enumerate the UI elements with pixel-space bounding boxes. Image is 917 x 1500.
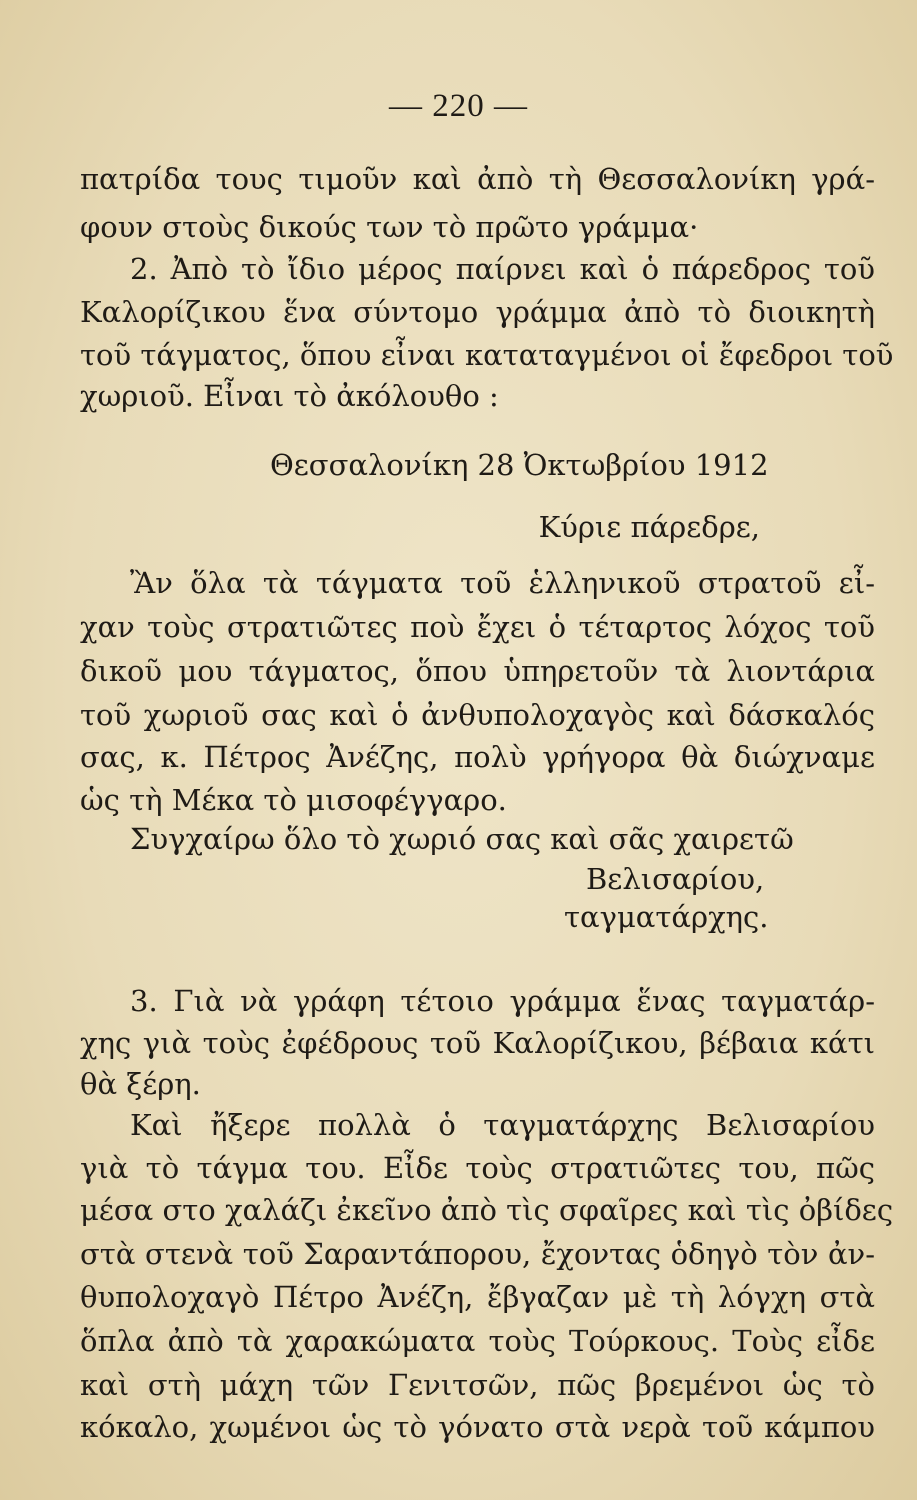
text-line: θυπολοχαγὸ Πέτρο Ἀνέζη, ἔβγαζαν μὲ τὴ λόγχη στὰ bbox=[80, 1280, 875, 1314]
text-line: φουν στοὺς δικούς των τὸ πρῶτο γράμμα· bbox=[80, 210, 699, 244]
letter-line: τοῦ χωριοῦ σας καὶ ὁ ἀνθυπολοχαγὸς καὶ δάσκαλός bbox=[80, 698, 875, 732]
letter-signature-name: Βελισαρίου, bbox=[586, 862, 765, 896]
text-line: 3. Γιὰ νὰ γράφη τέτοιο γράμμα ἕνας ταγματάρ- bbox=[130, 984, 875, 1018]
letter-line: Ἂν ὅλα τὰ τάγματα τοῦ ἑλληνικοῦ στρατοῦ εἶ- bbox=[130, 566, 875, 600]
text-line: τοῦ τάγματος, ὅπου εἶναι καταταγμένοι οἱ ἔφεδροι τοῦ bbox=[80, 338, 894, 372]
letter-line: ὡς τὴ Μέκα τὸ μισοφέγγαρο. bbox=[80, 783, 507, 817]
text-line: μέσα στο χαλάζι ἐκεῖνο ἀπὸ τὶς σφαῖρες καὶ τὶς ὀβίδες bbox=[80, 1193, 894, 1227]
text-line: καὶ στὴ μάχη τῶν Γενιτσῶν, πῶς βρεμένοι ὡς τὸ bbox=[80, 1368, 875, 1402]
letter-line: σας, κ. Πέτρος Ἀνέζης, πολὺ γρήγορα θὰ διώχναμε bbox=[80, 740, 875, 774]
text-line: ὅπλα ἀπὸ τὰ χαρακώματα τοὺς Τούρκους. Τοὺς εἶδε bbox=[80, 1324, 875, 1358]
letter-line: δικοῦ μου τάγματος, ὅπου ὑπηρετοῦν τὰ λιοντάρια bbox=[80, 654, 875, 688]
text-line: χωριοῦ. Εἶναι τὸ ἀκόλουθο : bbox=[80, 379, 499, 413]
text-line: χης γιὰ τοὺς ἐφέδρους τοῦ Καλορίζικου, βέβαια κάτι bbox=[80, 1026, 875, 1060]
text-line: κόκαλο, χωμένοι ὡς τὸ γόνατο στὰ νερὰ τοῦ κάμπου bbox=[80, 1410, 875, 1444]
text-line: στὰ στενὰ τοῦ Σαραντάπορου, ἔχοντας ὁδηγὸ τὸν ἀν- bbox=[80, 1237, 875, 1271]
letter-dateline: Θεσσαλονίκη 28 Ὀκτωβρίου 1912 bbox=[270, 448, 769, 482]
text-line: Καλορίζικου ἕνα σύντομο γράμμα ἀπὸ τὸ διοικητὴ bbox=[80, 295, 875, 329]
letter-signature-rank: ταγματάρχης. bbox=[564, 900, 769, 934]
text-line: πατρίδα τους τιμοῦν καὶ ἀπὸ τὴ Θεσσαλονίκη γρά- bbox=[80, 162, 875, 196]
letter-line: Συγχαίρω ὅλο τὸ χωριό σας καὶ σᾶς χαιρετῶ bbox=[130, 822, 794, 856]
page-number: — 220 — bbox=[389, 88, 528, 124]
text-line: Καὶ ἤξερε πολλὰ ὁ ταγματάρχης Βελισαρίου bbox=[130, 1108, 875, 1142]
text-line: θὰ ξέρη. bbox=[80, 1067, 201, 1101]
letter-line: χαν τοὺς στρατιῶτες ποὺ ἔχει ὁ τέταρτος λόχος τοῦ bbox=[80, 610, 875, 644]
text-line: 2. Ἀπὸ τὸ ἴδιο μέρος παίρνει καὶ ὁ πάρεδρος τοῦ bbox=[130, 252, 875, 286]
letter-salutation: Κύριε πάρεδρε, bbox=[538, 510, 760, 544]
text-line: γιὰ τὸ τάγμα του. Εἶδε τοὺς στρατιῶτες του, πῶς bbox=[80, 1151, 875, 1185]
